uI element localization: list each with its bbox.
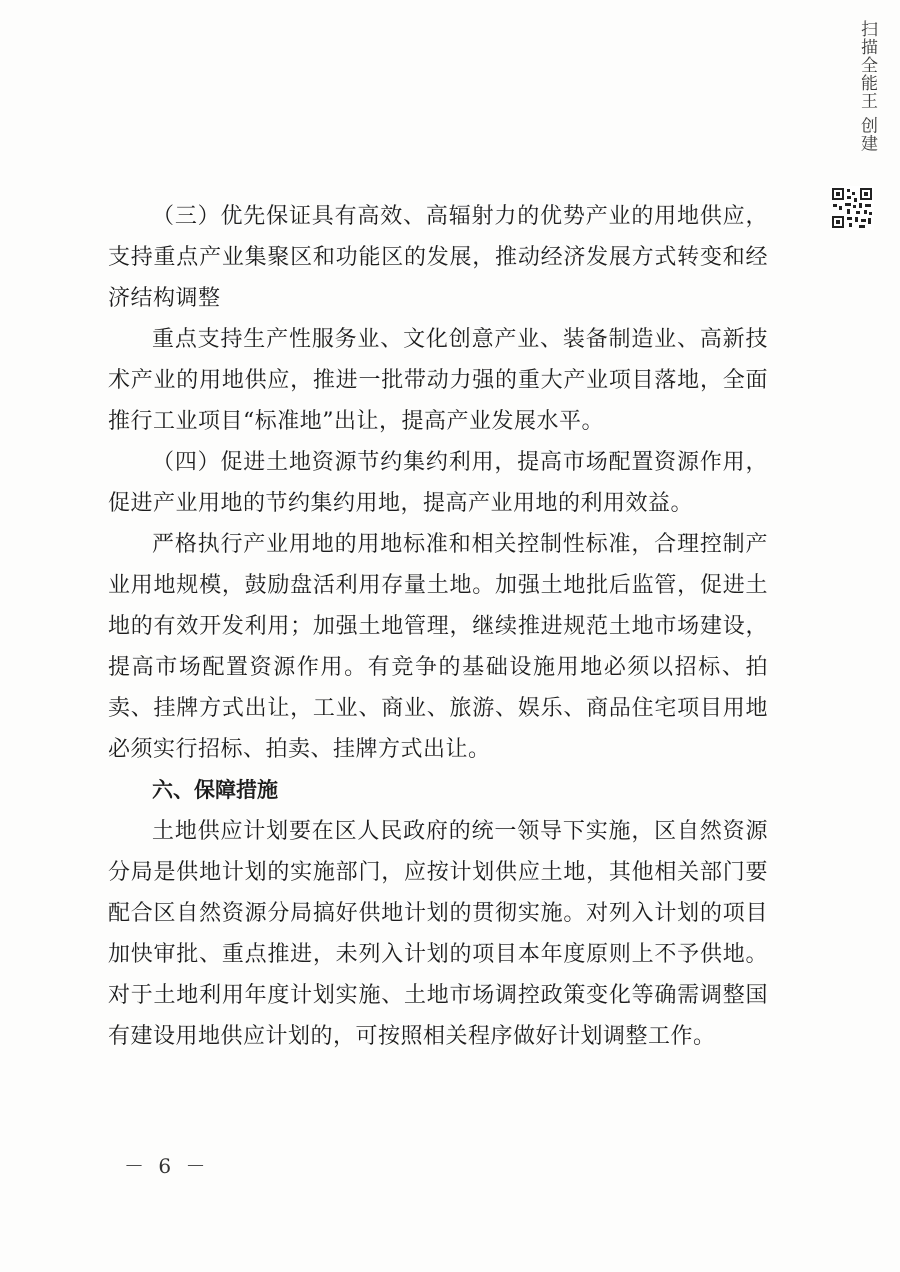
body-paragraph: 严格执行产业用地的用地标准和相关控制性标准，合理控制产业用地规模，鼓励盘活利用存量土地。加强土地批后监管，促进土地的有效开发利用；加强土地管理，继续推进规范土地市场建设，提高市场配置资源作用。有竞争的基础设施用地必须以招标、拍卖、挂牌方式出让，工业、商业、旅游、娱乐、商品住宅项目用地必须实行招标、拍卖、挂牌方式出让。 — [108, 532, 768, 762]
watermark-text: 扫描全能王 创建 — [857, 20, 877, 153]
page-number: － 6 － — [124, 1154, 210, 1178]
document-body — [108, 196, 768, 1057]
body-paragraph: 重点支持生产性服务业、文化创意产业、装备制造业、高新技术产业的用地供应，推进一批带动力强的重大产业项目落地，全面推行工业项目“标准地”出让，提高产业发展水平。 — [108, 327, 768, 434]
scanner-watermark — [830, 20, 882, 240]
subsection-heading-4: （四）促进土地资源节约集约利用，提高市场配置资源作用，促进产业用地的节约集约用地，提高产业用地的利用效益。 — [108, 450, 768, 516]
subsection-heading-3: （三）优先保证具有高效、高辐射力的优势产业的用地供应，支持重点产业集聚区和功能区的发展，推动经济发展方式转变和经济结构调整 — [108, 204, 768, 311]
body-paragraph: 土地供应计划要在区人民政府的统一领导下实施，区自然资源分局是供地计划的实施部门，应按计划供应土地，其他相关部门要配合区自然资源分局搞好供地计划的贯彻实施。对列入计划的项目加快审批、重点推进，未列入计划的项目本年度原则上不予供地。对于土地利用年度计划实施、土地市场调控政策变化等确需调整国有建设用地供应计划的，可按照相关程序做好计划调整工作。 — [108, 819, 768, 1049]
section-heading-6: 六、保障措施 — [152, 778, 278, 802]
qr-code-icon — [830, 186, 874, 230]
